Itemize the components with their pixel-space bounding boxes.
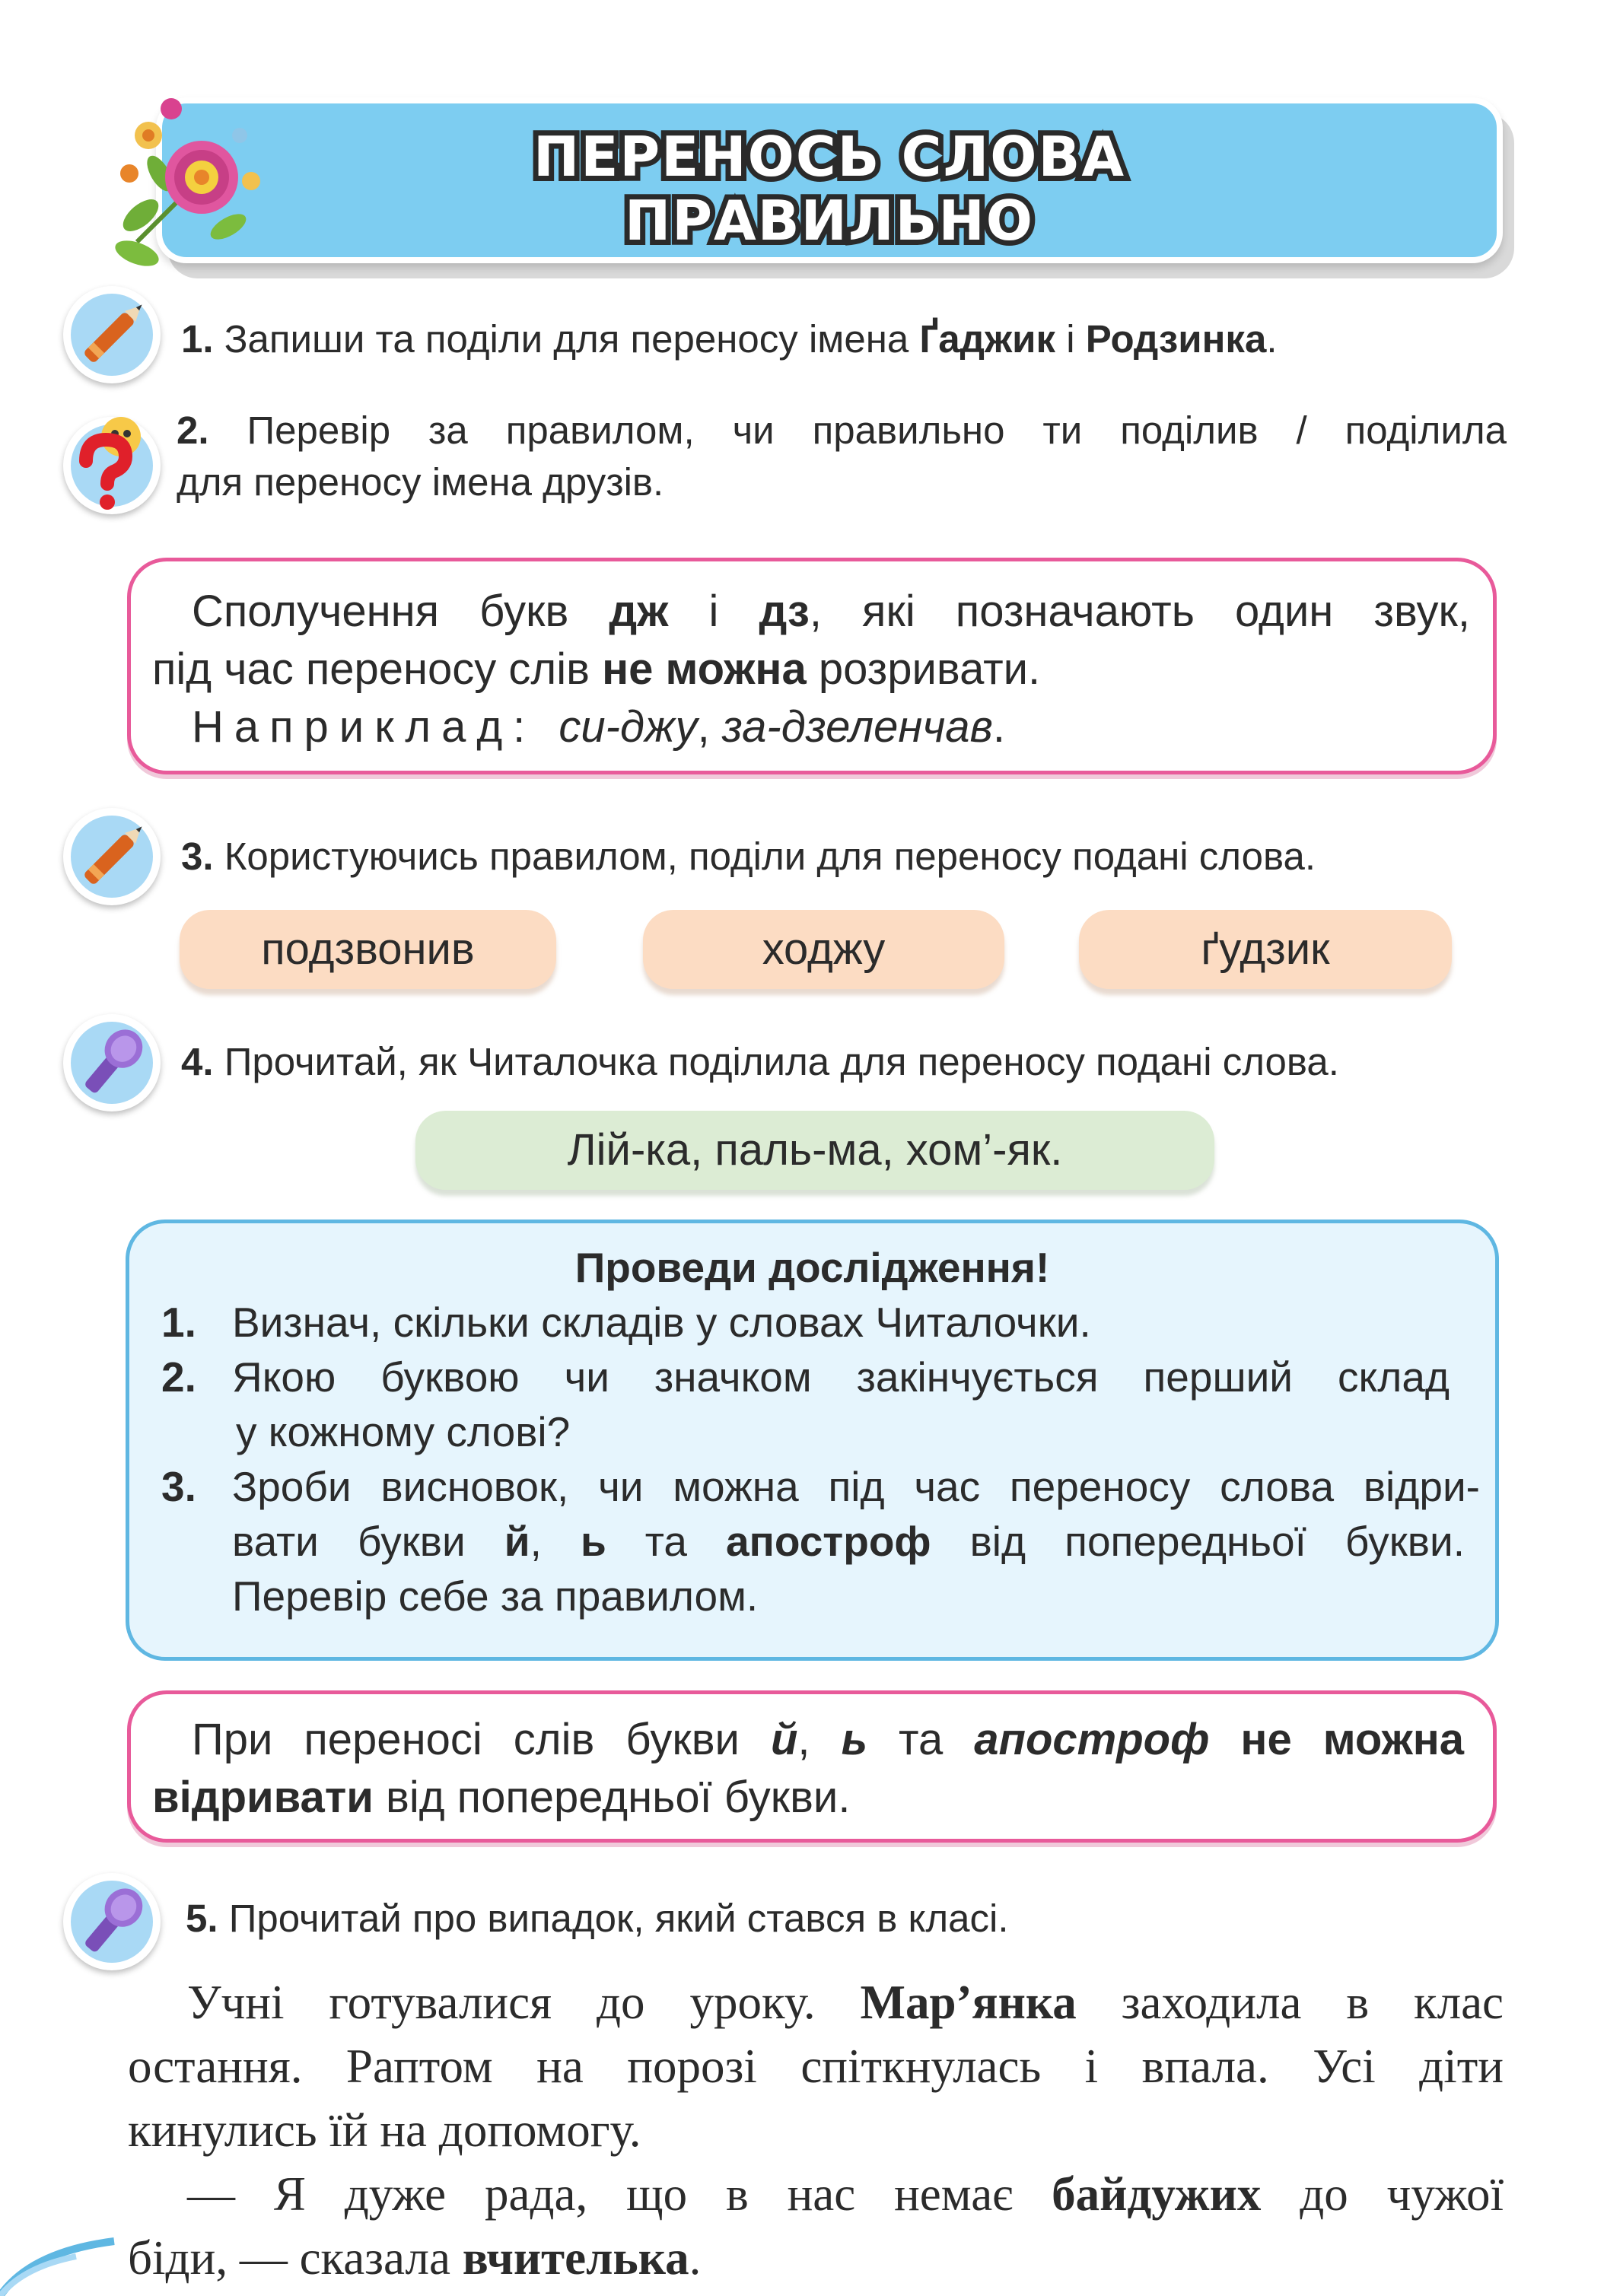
word-pill: подзвонив xyxy=(180,910,556,989)
research-text-part: вати букви xyxy=(232,1518,504,1565)
research-item-2-line2: у кожному слові? xyxy=(236,1408,571,1455)
story-text-part: до чужої xyxy=(1261,2167,1504,2221)
task-number: 2. xyxy=(177,409,209,452)
rule-text-part: розривати. xyxy=(806,644,1041,694)
rule-bold: не можна xyxy=(1209,1715,1464,1764)
rule-text-part: Сполучення букв xyxy=(192,587,609,636)
task-5-text xyxy=(186,1893,1540,1945)
story-line-3: кинулись їй на допомогу. xyxy=(128,2104,641,2157)
example-label: Наприклад: xyxy=(192,702,559,752)
task-number: 1. xyxy=(181,317,214,361)
pen-icon xyxy=(63,808,161,905)
rule-bold: відривати xyxy=(152,1773,374,1822)
task-4-text xyxy=(181,1036,1596,1088)
story-line-4 xyxy=(187,2162,1504,2226)
research-box xyxy=(126,1220,1499,1661)
rule-text-part: , xyxy=(697,702,722,752)
story-line-2: остання. Раптом на порозі спіткнулась і впала. Усі діти xyxy=(128,2040,1504,2093)
page-title-line1: ПЕРЕНОСЬ СЛОВА xyxy=(533,125,1126,189)
research-item-number: 1. xyxy=(161,1299,196,1346)
task-text-part: Запиши та поділи для переносу імена xyxy=(213,317,920,361)
example-word: си-джу xyxy=(559,702,698,752)
rule-line xyxy=(192,1711,1464,1769)
rule-text-part: При переносі слів букви xyxy=(192,1715,771,1764)
flower-ornament-icon xyxy=(107,90,274,272)
rule-box-dzh-dz xyxy=(127,558,1497,774)
research-item-number: 3. xyxy=(161,1463,196,1510)
task-text-part: Прочитай про випадок, який стався в класі. xyxy=(218,1897,1009,1940)
rule-text-part: та xyxy=(867,1715,975,1764)
task-1-text xyxy=(181,313,1551,365)
rule-text-part: і xyxy=(668,587,759,636)
rule-text-part: , які позначають один звук, xyxy=(809,587,1470,636)
rule-text-part: під час переносу слів xyxy=(152,644,603,694)
research-bold: й xyxy=(504,1518,530,1565)
example-word: за-дзеленчав xyxy=(721,702,993,752)
rule-text-part: , xyxy=(797,1715,842,1764)
rule-text-part: від попередньої букви. xyxy=(373,1773,851,1822)
story-bold: байдужих xyxy=(1052,2167,1262,2221)
research-text-part: та xyxy=(606,1518,727,1565)
task-2-text-line2: для переносу імена друзів. xyxy=(177,460,664,504)
rule-text-part: . xyxy=(992,702,1005,752)
name-gadzhyk: Ґаджик xyxy=(919,317,1056,361)
story-text-part: Учні готувалися до уроку. xyxy=(187,1976,861,2029)
story-text-part: біди, — сказала xyxy=(128,2231,463,2285)
story-bold: вчителька xyxy=(462,2231,689,2285)
rule-line xyxy=(152,1769,1476,1827)
task-text-part: і xyxy=(1055,317,1086,361)
research-item-2-line1: Якою буквою чи значком закінчується перший склад xyxy=(232,1353,1450,1401)
pen-icon xyxy=(63,286,161,383)
microphone-icon xyxy=(63,1873,161,1970)
research-item-3-line3: Перевір себе за правилом. xyxy=(232,1573,759,1620)
story-text-part: — Я дуже рада, що в нас немає xyxy=(187,2167,1052,2221)
rule-bold: не можна xyxy=(602,644,807,694)
microphone-icon xyxy=(63,1014,161,1111)
research-item-3-line2 xyxy=(232,1514,1465,1569)
story-line-1 xyxy=(187,1970,1504,2034)
research-text-part: , xyxy=(530,1518,581,1565)
research-bold: апостроф xyxy=(726,1518,931,1565)
task-text-part: Користуючись правилом, поділи для переносу подані слова. xyxy=(213,835,1316,878)
question-mark-character-icon xyxy=(63,417,161,514)
task-text-part: Прочитай, як Читалочка поділила для переносу подані слова. xyxy=(213,1040,1339,1083)
word-pill: ґудзик xyxy=(1079,910,1452,989)
example-words-pill: Лій-ка, паль-ма, хом’-як. xyxy=(415,1111,1214,1190)
task-3-text xyxy=(181,831,1566,882)
page-title-line2: ПРАВИЛЬНО xyxy=(624,189,1035,253)
research-item-1: Визнач, скільки складів у словах Читалочки. xyxy=(232,1299,1091,1346)
corner-decoration xyxy=(0,2237,167,2296)
research-heading: Проведи дослідження! xyxy=(574,1244,1050,1291)
story-bold: Мар’янка xyxy=(860,1976,1077,2029)
rule-example-line xyxy=(192,698,1470,756)
story-text-part: заходила в клас xyxy=(1076,1976,1504,2029)
rule-box-soft-sign-apostrophe xyxy=(127,1690,1497,1843)
rule-line xyxy=(152,641,1476,698)
title-banner xyxy=(156,97,1503,263)
task-number: 4. xyxy=(181,1040,214,1083)
research-item-number: 2. xyxy=(161,1353,196,1401)
research-text-part: від попередньої букви. xyxy=(931,1518,1465,1565)
name-rodzynka: Родзинка xyxy=(1085,317,1267,361)
rule-bold: дж xyxy=(609,587,669,636)
rule-bold-italic: й xyxy=(770,1715,798,1764)
research-item-3-line1: Зроби висновок, чи можна під час переносу слова відри- xyxy=(232,1463,1480,1510)
rule-bold: дз xyxy=(759,587,810,636)
task-number: 3. xyxy=(181,835,214,878)
task-number: 5. xyxy=(186,1897,218,1940)
rule-bold-italic: ь xyxy=(841,1715,867,1764)
word-pill: ходжу xyxy=(643,910,1004,989)
research-bold: ь xyxy=(580,1518,606,1565)
task-2-text-line1 xyxy=(177,405,1507,456)
task-text-part: Перевір за правилом, чи правильно ти поділив / поділила xyxy=(208,409,1507,452)
story-text-part: . xyxy=(689,2231,702,2285)
story-line-5 xyxy=(128,2226,1504,2290)
task-text-part: . xyxy=(1266,317,1278,361)
rule-bold-italic: апостроф xyxy=(974,1715,1210,1764)
rule-line xyxy=(192,583,1470,641)
